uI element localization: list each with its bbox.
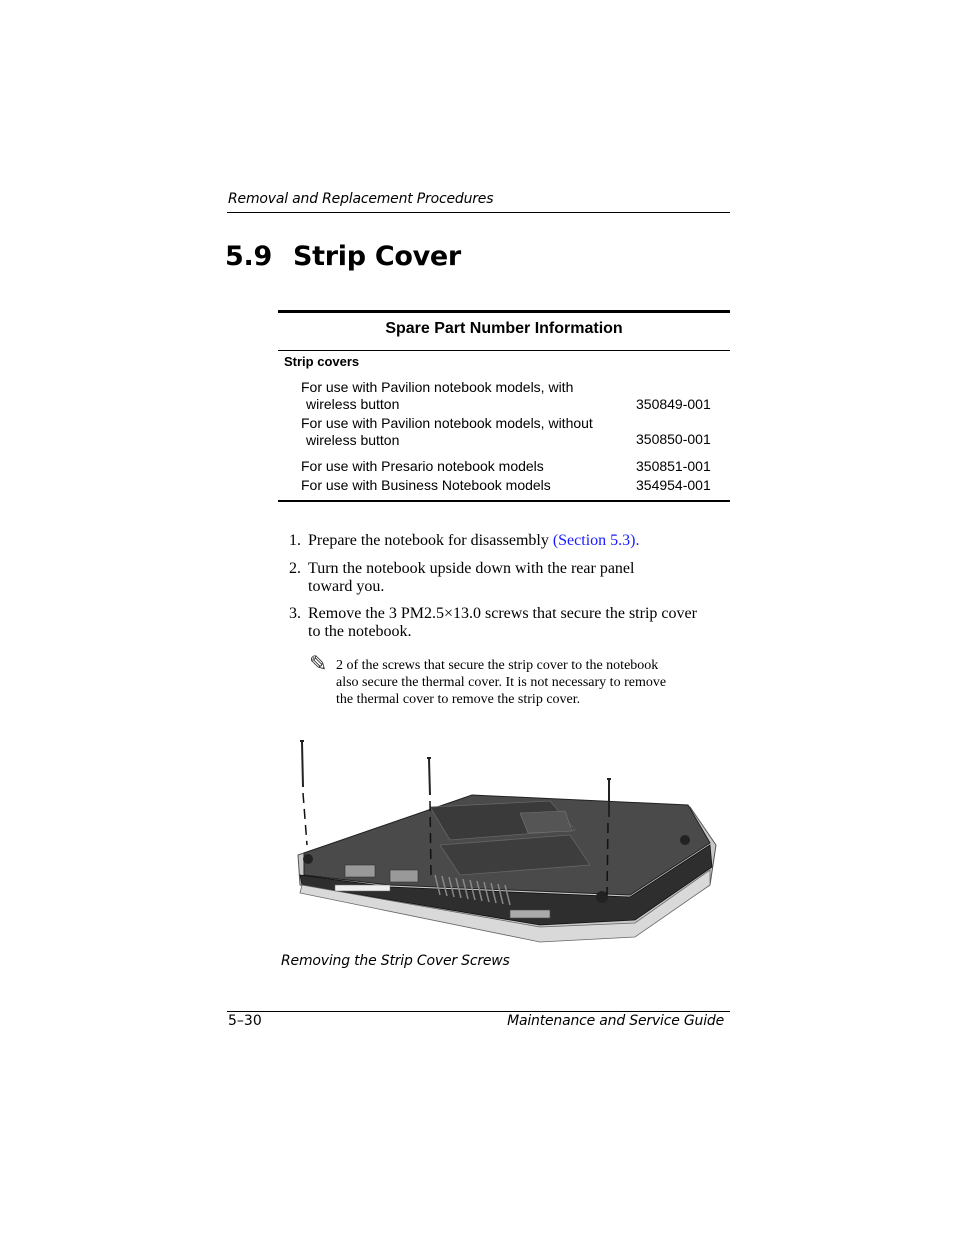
- step-text: [308, 560, 728, 596]
- step-text-line: toward you.: [308, 578, 385, 595]
- part-number: 350849-001: [636, 396, 711, 412]
- section-title-text: Strip Cover: [293, 241, 461, 272]
- step-text-body: Prepare the notebook for disassembly: [308, 532, 553, 549]
- screw-1: [302, 740, 307, 845]
- table-header-rule: [278, 350, 730, 351]
- part-desc-line: For use with Pavilion notebook models, without: [301, 415, 593, 431]
- figure-caption: Removing the Strip Cover Screws: [281, 953, 510, 969]
- part-description: [301, 415, 621, 449]
- running-head: Removal and Replacement Procedures: [228, 191, 494, 207]
- step-number: 3.: [289, 605, 301, 622]
- page-number: 5–30: [228, 1013, 262, 1029]
- table-group-label: Strip covers: [284, 354, 360, 369]
- section-number: 5.9: [225, 241, 272, 272]
- part-number: 354954-001: [636, 477, 711, 493]
- part-desc-line: wireless button: [306, 432, 400, 448]
- step-text: [308, 532, 728, 550]
- part-desc-line: For use with Pavilion notebook models, with: [301, 379, 574, 395]
- step-text: [308, 605, 728, 641]
- step-number: 2.: [289, 560, 301, 577]
- step-text-line: Remove the 3 PM2.5×13.0 screws that secure the strip cover: [308, 605, 697, 622]
- pencil-icon: ✎: [309, 651, 328, 676]
- part-number: 350851-001: [636, 458, 711, 474]
- section-link[interactable]: (Section 5.3).: [552, 532, 640, 549]
- footer-rule: [227, 1011, 730, 1012]
- table-top-rule: [278, 310, 730, 313]
- part-number: 350850-001: [636, 431, 711, 447]
- step-number: 1.: [289, 532, 301, 549]
- header-rule: [227, 212, 730, 213]
- step-text-line: Turn the notebook upside down with the rear panel: [308, 560, 635, 577]
- part-description: For use with Presario notebook models: [301, 458, 544, 474]
- footer-title: Maintenance and Service Guide: [507, 1013, 724, 1029]
- note-line: 2 of the screws that secure the strip cover to the notebook: [336, 658, 659, 673]
- notebook-illustration: [290, 735, 720, 947]
- note-line: also secure the thermal cover. It is not necessary to remove: [336, 675, 667, 690]
- note-line: the thermal cover to remove the strip cover.: [336, 692, 581, 707]
- part-desc-line: wireless button: [306, 396, 400, 412]
- notebook-screws-image: [290, 735, 720, 947]
- part-description: [301, 379, 621, 413]
- note-text: [336, 657, 721, 708]
- section-title: [225, 241, 461, 272]
- part-description: For use with Business Notebook models: [301, 477, 551, 493]
- step-text-line: to the notebook.: [308, 623, 412, 640]
- table-title: Spare Part Number Information: [385, 320, 623, 337]
- table-bottom-rule: [278, 500, 730, 502]
